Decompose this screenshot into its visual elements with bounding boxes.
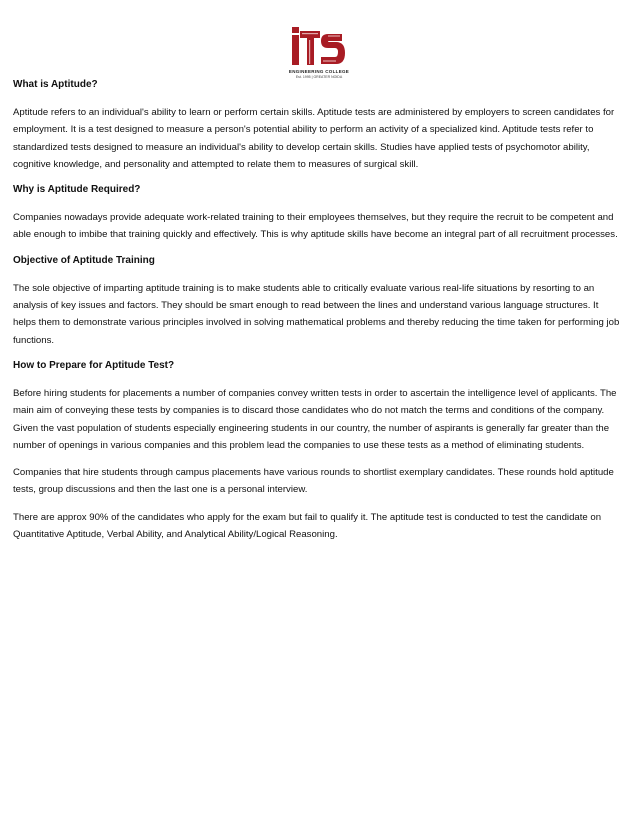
paragraph: Companies that hire students through campus placements have various rounds to shortlist exemplary candidates. These rounds hold aptitude tests, group discussions and then the last one is a personal interview. [13,467,614,496]
its-logo-mark [280,22,358,70]
heading-how-to-prepare: How to Prepare for Aptitude Test? [13,359,175,371]
heading-objective-aptitude-training: Objective of Aptitude Training [13,254,155,266]
paragraph: There are approx 90% of the candidates who apply for the exam but fail to qualify it. The aptitude test is conducted to test the candidate on Quantitative Aptitude, Verbal Ability, and Analytical Ability/Logical Reasoning. [13,511,602,541]
logo-tagline: Est. 1995 | GREATER NOIDA [295,75,343,79]
logo-subtitle: ENGINEERING COLLEGE [288,69,350,74]
paragraph: Before hiring students for placements a number of companies convey written tests in order to ascertain the intelligence level of applicants. The main aim of conveying these tests by companies is to discard those candidates who do not match the terms and conditions of the company. Given the vast population of students especially engineering students in our country, the number of aspirants is generally far greater than the number of openings in various companies and this problem lead the companies to use these tests as a method of eliminating students. [13,387,617,451]
document-body [13,78,623,553]
heading-what-is-aptitude: What is Aptitude? [13,79,98,90]
paragraph: Aptitude refers to an individual's ability to learn or perform certain skills. Aptitude tests are administered by employers to screen candidates for employment. It is a test designed to measure a person's potential ability to perform an activity of a specialized kind. Aptitude tests refer to standardized tests designed to measure an individual's ability to develop certain skills. Studies have applied tests of psychomotor ability, cognitive knowledge, and personality and attempted to relate them to measures of surgical skill. [13,107,615,170]
paragraph: Companies nowadays provide adequate work-related training to their employees themselves, but they require the recruit to be competent and able enough to imbibe that training quickly and effectively. This is why aptitude skills have become an integral part of all recruitment processes. [13,212,618,241]
paragraph: The sole objective of imparting aptitude training is to make students able to critically evaluate various real-life situations by resorting to an analysis of key issues and factors. They should be smart enough to read between the lines and understand various language structures. It helps them to demonstrate various principles involved in solving mathematical problems and thereby reducing the time taken for performing job functions. [13,282,620,346]
its-logo [280,22,358,80]
heading-why-aptitude-required: Why is Aptitude Required? [13,184,141,196]
